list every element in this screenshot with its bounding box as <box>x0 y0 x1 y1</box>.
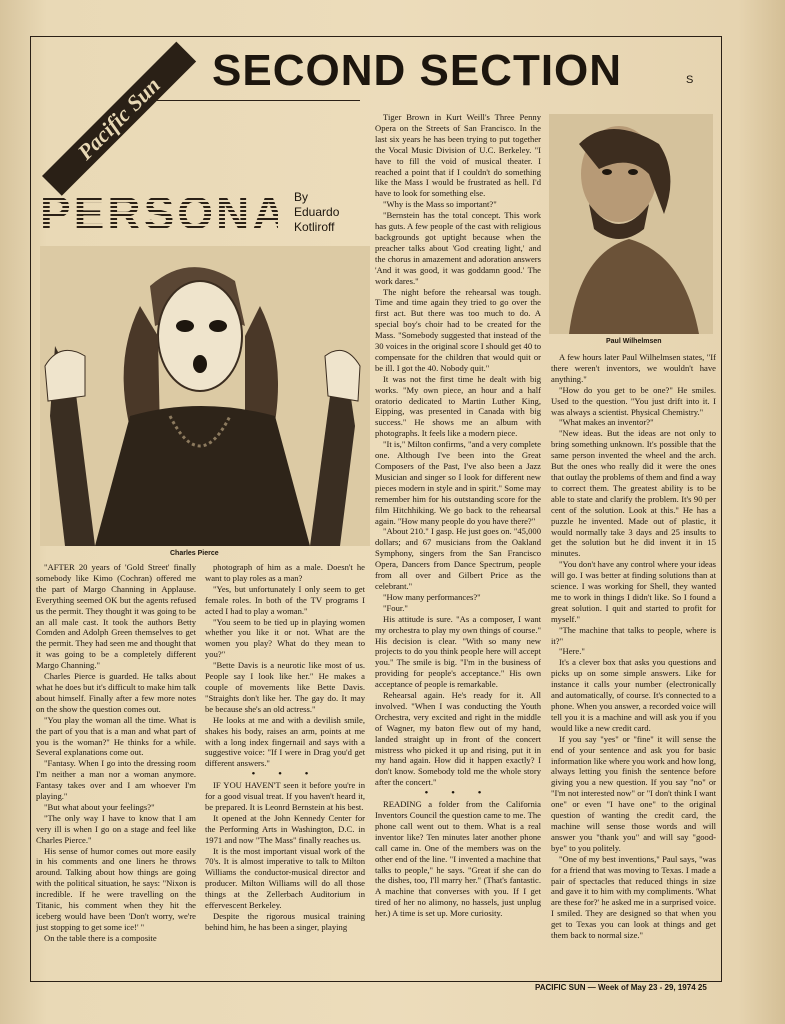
masthead-banner: Pacific Sun <box>42 42 196 196</box>
col2-paragraph: photograph of him as a male. Doesn't he want to play roles as a man? <box>205 562 365 583</box>
col3-paragraph: "It is," Milton confirms, "and a very complete one. Although I've been into the Great Composers of the Past, I've also been a Jazz Musician and singer so I look for different new pieces modern in style and in spirit." Some may remember him for his outstanding score for the film Hitchhiking. We go back to the rehearsal again. "How many people do you have there?" <box>375 439 541 526</box>
col4-paragraph: "You don't have any control where your ideas will go. I was better at finding solutions than at science. I was working for Shell, they wanted me to work in things I didn't like. So I found a great solution. I quit and started to profit for myself." <box>551 559 716 624</box>
article-column-3 <box>375 112 541 974</box>
right-photo-caption: Paul Wilhelmsen <box>606 338 662 345</box>
col2-paragraph: "Yes, but unfortunately I only seem to get female roles. In both of the TV programs I acted I had to play a woman." <box>205 583 365 616</box>
col4-paragraph: "The machine that talks to people, where is it?" <box>551 624 716 646</box>
section-divider: • • • <box>251 768 319 781</box>
col3-paragraph: "Why is the Mass so important?" <box>383 199 497 210</box>
byline: By Eduardo Kotliroff <box>294 190 340 234</box>
col4-paragraph: It's a clever box that asks you questions and picks up on some simple answers. Like for instance it calls your number (electronically and automatically, of course. It's connected to a phone. When you answer, a recorded voice will tell you it is a machine and will ask you if you would like a new credit card. <box>551 657 716 733</box>
left-photo-caption: Charles Pierce <box>170 550 219 557</box>
article-column-2 <box>205 562 365 972</box>
col3-paragraph: His attitude is sure. "As a composer, I want my orchestra to play my own things of course." His decision is clear. "With so many new projects to do you think people here will accept you." The smile is big. "I'm in the business of providing for people's acceptance." His own acceptance of people is remarkable. <box>375 613 541 690</box>
col4-paragraph: "How do you get to be one?" He smiles. Used to the question. "You just drift into it. I was always a scientist. Physical Chemistry." <box>551 384 716 417</box>
col3-paragraph: "Four." <box>383 602 408 613</box>
title-rule <box>150 100 360 101</box>
col2-paragraph: Despite the rigorous musical training behind him, he has been a singer, playing <box>205 911 365 932</box>
section-title: SECOND SECTION <box>212 46 623 95</box>
col1-paragraph: "AFTER 20 years of 'Gold Street' finally somebody like Kimo (Cochran) offered me the part of Margo Channing in Applause. Everything seemed OK but the agents refused us the permit. They thought it was going to be an all male cast. It took the authors Betty Comden and Adolph Green themselves to get the permit. They had seen me and thought that it was going to be a completely different Margo Channing." <box>36 562 196 671</box>
col3-paragraph: "About 210." I gasp. He just goes on. "45,000 dollars; and 67 musicians from the Oakland Symphony, singers from the San Francisco Opera, Dancers from Dance Spectrum, people from all over and Gilbert Price as the celebrant." <box>375 526 541 591</box>
col3-paragraph: "How many performances?" <box>383 591 481 602</box>
col4-paragraph: If you say "yes" or "fine" it will sense the end of your sentence and ask you for basic information like where you work and how long, always letting you finish the sentence before giving you a new question. If you say "no" or "I'm not interested now" or "I don't think I want one" or even "I have one" to the original question of wanting the credit card, the machine will sense those words and will answer you "thank you" and will say "good-bye" to you politely. <box>551 733 716 853</box>
page-footer: PACIFIC SUN — Week of May 23 - 29, 1974 25 <box>535 983 707 992</box>
col3-paragraph: READING a folder from the California Inventors Council the question came to me. The phone call went out to them. What is a real inventor like? Ten minutes later another phone call came in. One of the members was on the other end of the line. "I invented a machine that talks to people," he says. "Great if she can do the dishes, too, I'll marry her." (That's fantastic. A machine that converses with you. If I get tired of her no alimony, no hassels, just unplug her.) A time is set up. More curiosity. <box>375 799 541 919</box>
feature-heading: PERSONA <box>40 187 289 239</box>
col1-paragraph: "The only way I have to know that I am very ill is when I go on a stage and feel like Charles Pierce." <box>36 812 196 845</box>
section-title-suffix: S <box>686 74 694 86</box>
col3-paragraph: "Bernstein has the total concept. This work has guts. A few people of the cast with religious backgrounds got uptight because when the preacher talks about 'God creating light,' and the chorus in amazement and adoration answers 'And it was good, it was goddamn good.' The work dares." <box>375 210 541 286</box>
col1-paragraph: On the table there is a composite <box>44 932 157 943</box>
col3-paragraph: It was not the first time he dealt with big works. "My own piece, an hour and a half oratorio dedicated to Martin Luther King, Eipping, was presented in Canada with big success." He shows me an album with photographs. It feels like a modern piece. <box>375 373 541 439</box>
col3-paragraph: The night before the rehearsal was tough. Time and time again they tried to go over the first act. But there was too much to do. A special boy's choir had to be created for the Mass. "Somebody suggested that instead of the 30 voices in the original score I should get 40 to compensate for the children that would quit or be ill. I got the 40. Nobody quit." <box>375 286 541 373</box>
col1-paragraph: "You play the woman all the time. What is the part of you that is a man and what part of you is the woman?" He thinks for a while. Several explanations come out. <box>36 714 196 758</box>
col1-paragraph: "But what about your feelings?" <box>44 801 155 812</box>
col4-paragraph: "One of my best inventions," Paul says, "was for a friend that was moving to Texas. I made a pair of spectacles that reduced things in size and gave it to him with my compliments. 'What are these for?' he asked me in a surprised voice. I smiled. They are designed so that when you get to Texas you can look at things and get them back to normal size." <box>551 853 716 941</box>
charles-pierce-photo <box>40 246 370 546</box>
col4-paragraph: "Here." <box>559 646 585 657</box>
paul-wilhelmsen-photo <box>549 114 713 334</box>
col1-paragraph: His sense of humor comes out more easily in his comments and one liners he throws around. Talking about how things are going with the political situation, he says: "Nixon is incredible. If he were travelling on the Titanic, his comment when they hit the iceberg would have been 'Don't worry, we're just stopping to get some ice!' " <box>36 845 196 932</box>
col2-paragraph: "Bette Davis is a neurotic like most of us. People say I look like her." He makes a couple of movements like Bette Davis. "Straights don't like her. The gay do. It may be because she's an old actress." <box>205 660 365 714</box>
article-column-4 <box>551 352 716 974</box>
portrait-illustration <box>549 114 713 334</box>
col4-paragraph: "What makes an inventor?" <box>559 417 654 428</box>
performer-illustration <box>40 246 370 546</box>
col4-paragraph: "New ideas. But the ideas are not only to bring something unknown. It's possible that the same person invented the wheel and the arch. But the ones who really did it were the ones that outlay the problems of them and find a way to correct them. The greatest ability is to be able to state and clarify the problem. It's 90 per cent of the solution. Look at this." He has a puzzle he invented. Made out of plastic, it would normally take 3 days and 25 insults to get the solution but he did invent it in 15 minutes. <box>551 428 716 559</box>
col2-paragraph: It opened at the John Kennedy Center for the Performing Arts in Washington, D.C. in 1971 and now "The Mass" finally reaches us. <box>205 812 365 845</box>
section-divider: • • • <box>424 787 492 800</box>
col1-paragraph: Charles Pierce is guarded. He talks about what he does but it's difficult to make him talk about himself. Finally after a few more notes on the show the question comes out. <box>36 671 196 714</box>
col2-paragraph: IF YOU HAVEN'T seen it before you're in for a good visual treat. If you haven't heard it, be prepared. It is Leonrd Bernstein at his best. <box>205 780 365 812</box>
col4-paragraph: A few hours later Paul Wilhelmsen states, "If there weren't inventors, we wouldn't have anything." <box>551 352 716 384</box>
col2-paragraph: "You seem to be tied up in playing women whether you like it or not. What are the women you play? What do they mean to you?" <box>205 616 365 660</box>
article-column-1 <box>36 562 196 972</box>
col2-paragraph: He looks at me and with a devilish smile, shakes his body, raises an arm, points at me with a long index fingernail and says with a suggestive voice: "If I were in Drag you'd get different answers." <box>205 714 365 769</box>
col3-paragraph: Tiger Brown in Kurt Weill's Three Penny Opera on the Streets of San Francisco. In the last six years he has been trying to put together the Vocal Music Division of U.C. Berkeley. "I have to fill the void of musical theater. I reached a point that if I couldn't do something like the Mass I would be frustrated as hell. I'd have to look for something else. <box>375 112 541 199</box>
col3-paragraph: Rehearsal again. He's ready for it. All involved. "When I was conducting the Youth Orchestra, very excited and right in the middle of Wagner, my baton flew out of my hand, landed straight up in front of the concert mistress who picked it up and rising, put it in my hand again. How did it happen exactly? I don't know. Somebody told me the whole story after the concert." <box>375 690 541 788</box>
col1-paragraph: "Fantasy. When I go into the dressing room I'm neither a man nor a woman anymore. Fantasy takes over and I am whoever I'm playing." <box>36 758 196 802</box>
col2-paragraph: It is the most important visual work of the 70's. It is almost imperative to talk to Milton Williams the conductor-musical director and producer. Milton Williams will do all those things at the Zellerbach Auditorium in effervescent Berkeley. <box>205 845 365 911</box>
